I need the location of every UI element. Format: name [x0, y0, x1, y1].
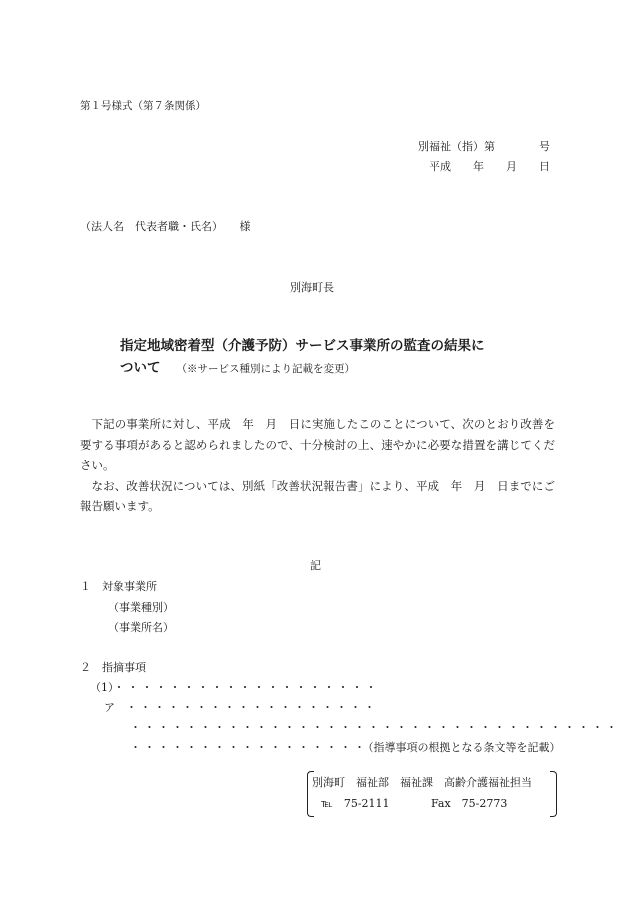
finding-sub-item: [104, 699, 378, 715]
section2-heading: ２ 指摘事項: [80, 661, 146, 674]
section1-heading: １ 対象事業所: [80, 580, 157, 593]
item-label: （1）: [90, 681, 114, 694]
ki-heading: 記: [310, 559, 321, 572]
addressee: （法人名 代表者職・氏名） 様: [80, 220, 251, 233]
document-number: 別福祉（指）第 号: [418, 140, 550, 153]
finding-dots-line: ・・・・・・・・・・・・・・・・・・・・・・・・・・・・・・・・・・・: [130, 721, 620, 734]
bracket-right: [550, 771, 557, 817]
form-number: 第１号様式（第７条関係）: [80, 100, 206, 112]
contact-tel: ℡ 75-2111: [321, 797, 390, 810]
body-paragraph-2: なお、改善状況については、別紙「改善状況報告書」により、平成 年 月 日までにご報告願います。: [80, 478, 555, 513]
body-paragraph-1: 下記の事業所に対し、平成 年 月 日に実施したこのことについて、次のとおり改善を要する事項があると認められましたので、十分検討の上、速やかに必要な措置を講じてください。: [80, 417, 555, 472]
contact-department: 別海町 福祉部 福祉課 高齢介護福祉担当: [312, 776, 532, 789]
body-text: [80, 414, 555, 517]
sub-dots: ・・・・・・・・・・・・・・・・・・: [126, 701, 378, 714]
business-name-label: （事業所名）: [108, 621, 174, 634]
last-dots: ・・・・・・・・・・・・・・・・・: [130, 741, 368, 754]
document-title: 指定地域密着型（介護予防）サービス事業所の監査の結果に: [120, 338, 485, 354]
business-type-label: （事業種別）: [108, 601, 174, 614]
contact-fax: Fax 75-2773: [431, 797, 508, 810]
finding-last-line: [130, 739, 561, 755]
sub-label: ア: [104, 701, 115, 714]
document-date: 平成 年 月 日: [429, 160, 550, 173]
item-dots: ・・・・・・・・・・・・・・・・・・・: [113, 681, 380, 694]
document-title-line2: [120, 356, 355, 376]
contact-box: [307, 771, 557, 817]
finding-item-1: [90, 679, 380, 695]
title-note: （※サービス種別により記載を変更）: [176, 363, 355, 375]
title-continuation: ついて: [120, 360, 161, 376]
finding-note: （指導事項の根拠となる条文等を記載）: [368, 741, 561, 754]
sender: 別海町長: [290, 281, 334, 294]
